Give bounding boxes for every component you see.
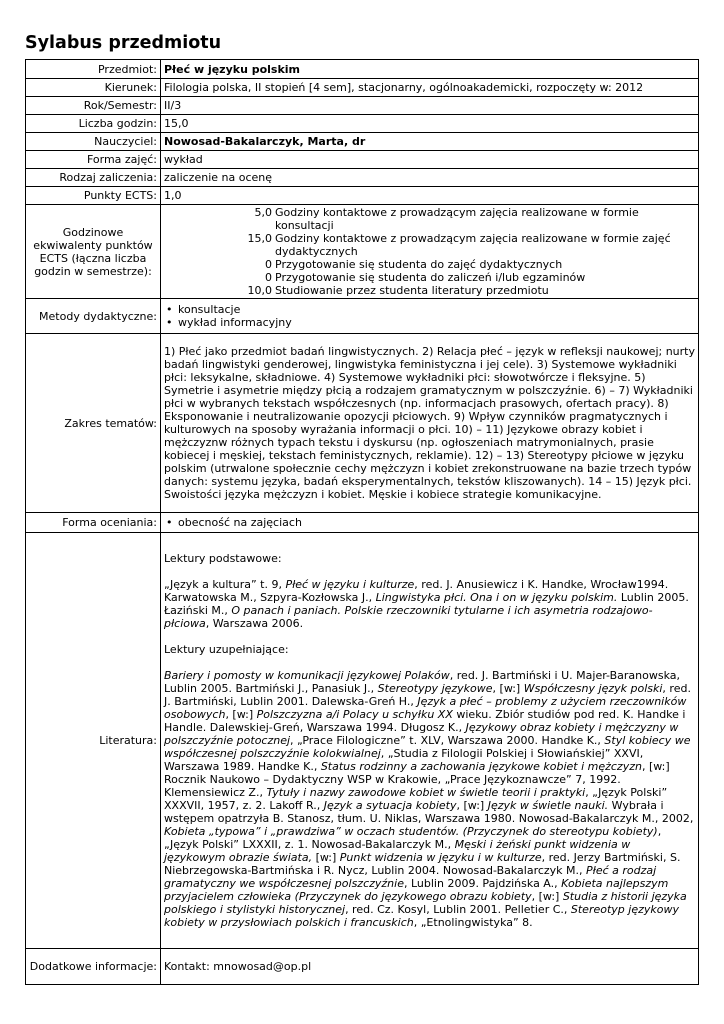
citation-text: , red. J. Anusiewicz i K. Handke, Wrocław1994. Karwatowska M., Szpyra-Kozłowska J., xyxy=(164,578,669,604)
citation-text: , „Język Polski” XXXVII, 1957, z. 2. Lakoff R., xyxy=(164,786,668,812)
row-ects xyxy=(26,187,699,205)
list-item: • konsultacje xyxy=(178,303,695,316)
citation-title: Stereotyp językowy kobiety w przysłowiach polskich i francuskich xyxy=(164,903,679,929)
label-godziny: Liczba godzin: xyxy=(26,115,161,133)
citation-text: „Język a kultura” t. 9, xyxy=(164,578,286,591)
label-ekwiwalent xyxy=(26,205,161,299)
citation-title: Płeć w języku i kulturze xyxy=(285,578,415,591)
hours-value: 10,0 xyxy=(247,284,272,297)
citation-text: , [w:] xyxy=(456,799,488,812)
row-literatura xyxy=(26,533,699,949)
teaching-methods xyxy=(161,299,699,334)
row-zakres xyxy=(26,334,699,513)
list-item: • wykład informacyjny xyxy=(178,316,695,329)
label-metody: Metody dydaktyczne: xyxy=(26,299,161,334)
basic-reading-heading: Lektury podstawowe: xyxy=(164,552,282,565)
hours-description: Przygotowanie się studenta do zaliczeń i/lub egzaminów xyxy=(275,271,586,284)
citation-text: , „Język Polski” LXXXII, z. 1. Nowosad-Bakalarczyk M., xyxy=(164,825,662,851)
supplementary-reading-list xyxy=(164,669,695,929)
row-forma xyxy=(26,151,699,169)
row-dodatkowe xyxy=(26,949,699,985)
label-forma: Forma zajęć: xyxy=(26,151,161,169)
topics-scope: 1) Płeć jako przedmiot badań lingwistycznych. 2) Relacja płeć – język w refleksji naukowej; nurty badań lingwistyki genderowej, lingwistyka feministyczna i jej cele). 3) Systemowe wykładniki płci: leksykalne, składniowe. 4) Systemowe wykładniki płci: słowotwórcze i fleksyjne. 5) Symetrie i asymetrie między płcią a rodzajem gramatycznym w polszczyźnie. 6) – 7) Wykładniki płci w wybranych tekstach współczesnych (np. informacjach prasowych, ofertach pracy). 8) Eksponowanie i neutralizowanie opozycji płciowych. 9) Wpływ czynników pragmatycznych i kulturowych na sposoby wyrażania informacji o płci. 10) – 11) Językowe obrazy kobiet i mężczyznw różnych typach tekstu i dyskursu (np. ogłoszeniach matrymonialnych, prasie kobiecej i męskiej, tekstach feministycznych, reklamie). 12) – 13) Stereotypy płciowe w języku polskim (utrwalone społecznie cechy mężczyzn i kobiet zrekonstruowane na bazie trzech typów danych: systemu języka, badań eksperymentalnych, tekstów kliszowanych). 14 – 15) Język płci. Swoistości języka mężczyzn i kobiet. Męskie i kobiece strategie komunikacyjne. xyxy=(161,334,699,513)
teacher-name: Nowosad-Bakalarczyk, Marta, dr xyxy=(161,133,699,151)
field-of-study: Filologia polska, II stopień [4 sem], stacjonarny, ogólnoakademicki, rozpoczęty w: 2012 xyxy=(161,79,699,97)
citation-text: Lublin 2005. Łaziński M., xyxy=(164,591,689,617)
citation-text: [w:] xyxy=(312,851,340,864)
citation-text: , red. J. Bartmiński, Lublin 2001. Dalewska-Greń H., xyxy=(164,682,691,708)
ects-points: 1,0 xyxy=(161,187,699,205)
label-rodzaj: Rodzaj zaliczenia: xyxy=(26,169,161,187)
label-nauczyciel: Nauczyciel: xyxy=(26,133,161,151)
citation-title: Językowy obraz kobiety i mężczyzny w polszczyźnie potocznej xyxy=(164,721,679,747)
class-form: wykład xyxy=(161,151,699,169)
additional-info: Kontakt: mnowosad@op.pl xyxy=(161,949,699,985)
citation-text: Wybrała i wstępem opatrzyła B. Stanosz, tłum. U. Niklas, Warszawa 1980. Nowosad-Bakalarczyk M., 2002, xyxy=(164,799,694,825)
citation-title: Współczesny język polski xyxy=(523,682,663,695)
hours-value: 0 xyxy=(265,271,272,284)
literature xyxy=(161,533,699,949)
citation-text: , [w:] Rocznik Naukowo – Dydaktyczny WSP w Krakowie, „Prace Językoznawcze” 7, 1992. Klemensiewicz Z., xyxy=(164,760,670,799)
citation-title: Studia z historii języka polskiego i stylistyki historycznej xyxy=(164,890,687,916)
citation-title: Tytuły i nazwy zawodowe kobiet w świetle teorii i praktyki xyxy=(266,786,586,799)
citation-title: Status rodzinny a zachowania językowe kobiet i mężczyzn xyxy=(320,760,642,773)
citation-title: O panach i paniach. Polskie rzeczowniki tytularne i ich asymetria rodzajowo-płciowa xyxy=(164,604,653,630)
row-kierunek xyxy=(26,79,699,97)
row-nauczyciel xyxy=(26,133,699,151)
basic-reading-list xyxy=(164,578,695,630)
row-ocenianie xyxy=(26,513,699,533)
row-rodzaj xyxy=(26,169,699,187)
citation-title: Język a sytuacja kobiety xyxy=(323,799,457,812)
label-literatura: Literatura: xyxy=(26,533,161,949)
citation-title: Męski i żeński punkt widzenia w językowym obrazie świata, xyxy=(164,838,631,864)
citation-text: , „Prace Filologiczne” t. XLV, Warszawa 2000. Handke K., xyxy=(290,734,605,747)
citation-text: , „Etnolingwistyka” 8. xyxy=(413,916,533,929)
page-title: Sylabus przedmiotu xyxy=(25,33,222,53)
year-semester: II/3 xyxy=(161,97,699,115)
citation-title: Stereotypy językowe xyxy=(377,682,493,695)
hours-description: Godziny kontaktowe z prowadzącym zajęcia realizowane w formie zajęć dydaktycznych xyxy=(275,232,671,258)
label-dodatkowe: Dodatkowe informacje: xyxy=(26,949,161,985)
citation-text: , [w:] xyxy=(225,708,257,721)
citation-text: , [w:] xyxy=(492,682,524,695)
citation-text: , red. Jerzy Bartmiński, S. Niebrzegowska-Bartmińska i R. Nycz, Lublin 2004. Nowosad-Bakalarczyk M., xyxy=(164,851,681,877)
ects-hours-breakdown xyxy=(161,205,699,299)
citation-text: , red. J. Bartmiński i U. Majer-Baranowska, Lublin 2005. Bartmiński J., Panasiuk J., xyxy=(164,669,680,695)
list-item: • obecność na zajęciach xyxy=(178,516,695,529)
citation-title: Styl kobiecy we współczesnej polszczyźnie kolokwialnej xyxy=(164,734,691,760)
row-ekwiwalent xyxy=(26,205,699,299)
citation-text: , Lublin 2009. Pajdzińska A., xyxy=(403,877,562,890)
label-kierunek: Kierunek: xyxy=(26,79,161,97)
citation-text: , [w:] xyxy=(531,890,563,903)
citation-title: Punkt widzenia w języku i w kulturze xyxy=(339,851,542,864)
credit-type: zaliczenie na ocenę xyxy=(161,169,699,187)
citation-title: Bariery i pomosty w komunikacji językowej Polaków xyxy=(164,669,450,682)
citation-title: Kobieta najlepszym przyjacielem człowieka (Przyczynek do językowego obrazu kobiety xyxy=(164,877,669,903)
citation-text: , Warszawa 2006. xyxy=(205,617,304,630)
citation-title: Lingwistyka płci. Ona i on w języku polskim. xyxy=(375,591,618,604)
ekwiwalent-label-text: Godzinowe ekwiwalenty punktów ECTS (łączna liczba godzin w semestrze): xyxy=(33,225,153,278)
row-rok xyxy=(26,97,699,115)
citation-title: Płeć a rodzaj gramatyczny we współczesnej polszczyźnie xyxy=(164,864,657,890)
assessment-form xyxy=(161,513,699,533)
hours-description: Godziny kontaktowe z prowadzącym zajęcia realizowane w formie konsultacji xyxy=(275,206,639,232)
label-przedmiot: Przedmiot: xyxy=(26,60,161,79)
hours-count: 15,0 xyxy=(161,115,699,133)
hours-value: 0 xyxy=(265,258,272,271)
citation-title: Kobieta „typowa” i „prawdziwa” w oczach studentów. (Przyczynek do stereotypu kobiety) xyxy=(164,825,658,838)
hours-description: Studiowanie przez studenta literatury przedmiotu xyxy=(275,284,549,297)
citation-title: Język w świetle nauki. xyxy=(487,799,609,812)
row-godziny xyxy=(26,115,699,133)
citation-text: wieku. Zbiór studiów pod red. K. Handke i Handle. Dalewskiej-Greń, Warszawa 1994. Długosz K., xyxy=(164,708,686,734)
syllabus-table xyxy=(25,59,699,985)
label-rok: Rok/Semestr: xyxy=(26,97,161,115)
hours-value: 15,0 xyxy=(247,232,272,245)
label-ects: Punkty ECTS: xyxy=(26,187,161,205)
supplementary-reading-heading: Lektury uzupełniające: xyxy=(164,643,289,656)
citation-title: Polszczyzna a/i Polacy u schyłku XX xyxy=(256,708,453,721)
hours-description: Przygotowanie się studenta do zajęć dydaktycznych xyxy=(275,258,563,271)
label-ocenianie: Forma oceniania: xyxy=(26,513,161,533)
label-zakres: Zakres tematów: xyxy=(26,334,161,513)
citation-text: , „Studia z Filologii Polskiej i Słowiańskiej” XXVI, Warszawa 1989. Handke K., xyxy=(164,747,644,773)
row-metody xyxy=(26,299,699,334)
row-przedmiot xyxy=(26,60,699,79)
hours-value: 5,0 xyxy=(254,206,272,219)
citation-text: , red. Cz. Kosyl, Lublin 2001. Pelletier C., xyxy=(345,903,571,916)
citation-title: Język a płeć – problemy z użyciem rzeczowników osobowych xyxy=(164,695,687,721)
course-name: Płeć w języku polskim xyxy=(161,60,699,79)
